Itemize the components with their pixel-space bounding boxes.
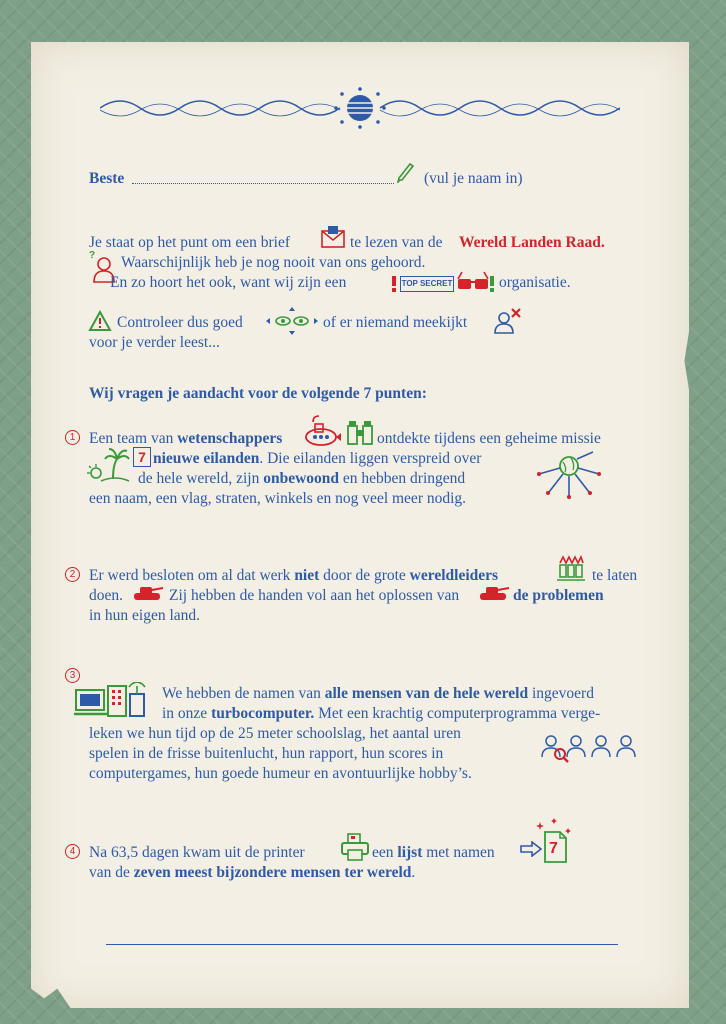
tank-icon (130, 584, 164, 602)
ornament-header (100, 86, 620, 130)
point-number-2: 2 (65, 567, 80, 582)
point-number-3: 3 (65, 668, 80, 683)
point1-d: een naam, een vlag, straten, winkels en nog veel meer nodig. (89, 490, 467, 507)
crowned-leaders-icon (556, 553, 586, 583)
person-blocked-icon (492, 307, 522, 335)
top-secret-label: TOP SECRET (401, 279, 453, 288)
greeting-label: Beste (89, 170, 125, 187)
intro-line3-a: En zo hoort het ook, want wij zijn een (110, 274, 347, 291)
point2-b: doen. (89, 587, 124, 604)
top-secret-stamp (400, 276, 454, 292)
point1-a: Een team van wetenschappers (89, 430, 283, 447)
organization-name: Wereld Landen Raad. (459, 234, 605, 251)
eyes-icon (264, 306, 320, 336)
point4-b: van de zeven meest bijzondere mensen ter wereld. (89, 864, 416, 881)
point3-a: We hebben de namen van alle mensen van de hele wereld ingevoerd (162, 685, 594, 702)
point3-b: in onze turbocomputer. Met een krachtig computerprogramma verge- (162, 705, 601, 722)
glasses-icon (456, 271, 490, 291)
svg-text:?: ? (89, 250, 96, 261)
warn-line-b: of er niemand meekijkt (323, 314, 468, 331)
point4-a: Na 63,5 dagen kwam uit de printer (89, 844, 305, 861)
warn-line-a: Controleer dus goed (117, 314, 243, 331)
printer-icon (340, 832, 370, 862)
point2-a-rest: te laten (592, 567, 638, 584)
intro-line1-b: te lezen van de (350, 234, 443, 251)
computers-icon (74, 682, 158, 720)
submarine-icon (303, 414, 343, 448)
point2-a: Er werd besloten om al dat werk niet door de grote wereldleiders (89, 567, 499, 584)
signature-line (106, 944, 618, 945)
document-seven-label: 7 (549, 840, 558, 857)
exclamation-icon (390, 276, 398, 292)
badge-seven-label: 7 (138, 449, 146, 465)
people-search-icon (540, 730, 640, 764)
island-icon (87, 445, 131, 483)
point4-a-mid: een lijst met namen (372, 844, 495, 861)
intro-line2: Waarschijnlijk heb je nog nooit van ons gehoord. (121, 254, 426, 271)
point3-c: leken we hun tijd op de 25 meter schoolslag, het aantal uren (89, 725, 461, 742)
warning-icon (88, 310, 112, 332)
globe-network-icon (537, 446, 601, 500)
point3-d: spelen in de frisse buitenlucht, hun rapport, hun scores in (89, 745, 444, 762)
pencil-icon (396, 161, 416, 183)
point-number-1: 1 (65, 430, 80, 445)
point1-a-rest: ontdekte tijdens een geheime missie (377, 430, 601, 447)
intro-line3-b: organisatie. (499, 274, 571, 291)
point2-c: in hun eigen land. (89, 607, 201, 624)
point3-e: computergames, hun goede humeur en avontuurlijke hobby’s. (89, 765, 472, 782)
warn-line-c: voor je verder leest... (89, 334, 220, 351)
point1-b: nieuwe eilanden. Die eilanden liggen verspreid over (153, 450, 482, 467)
point-number-4: 4 (65, 844, 80, 859)
point2-b-bold: de problemen (513, 587, 604, 604)
name-hint: (vul je naam in) (424, 170, 523, 187)
point2-b-mid: Zij hebben de handen vol aan het oplossen van (169, 587, 460, 604)
intro-line1-a: Je staat op het punt om een brief (89, 234, 291, 251)
name-input-line[interactable] (132, 183, 394, 184)
exclamation-icon-2 (488, 276, 496, 292)
tank-icon-2 (476, 584, 510, 602)
binoculars-icon (345, 420, 375, 446)
envelope-icon (320, 226, 346, 250)
point1-c: de hele wereld, zijn onbewoond en hebben dringend (138, 470, 466, 487)
points-heading: Wij vragen je aandacht voor de volgende 7 punten: (89, 385, 427, 402)
